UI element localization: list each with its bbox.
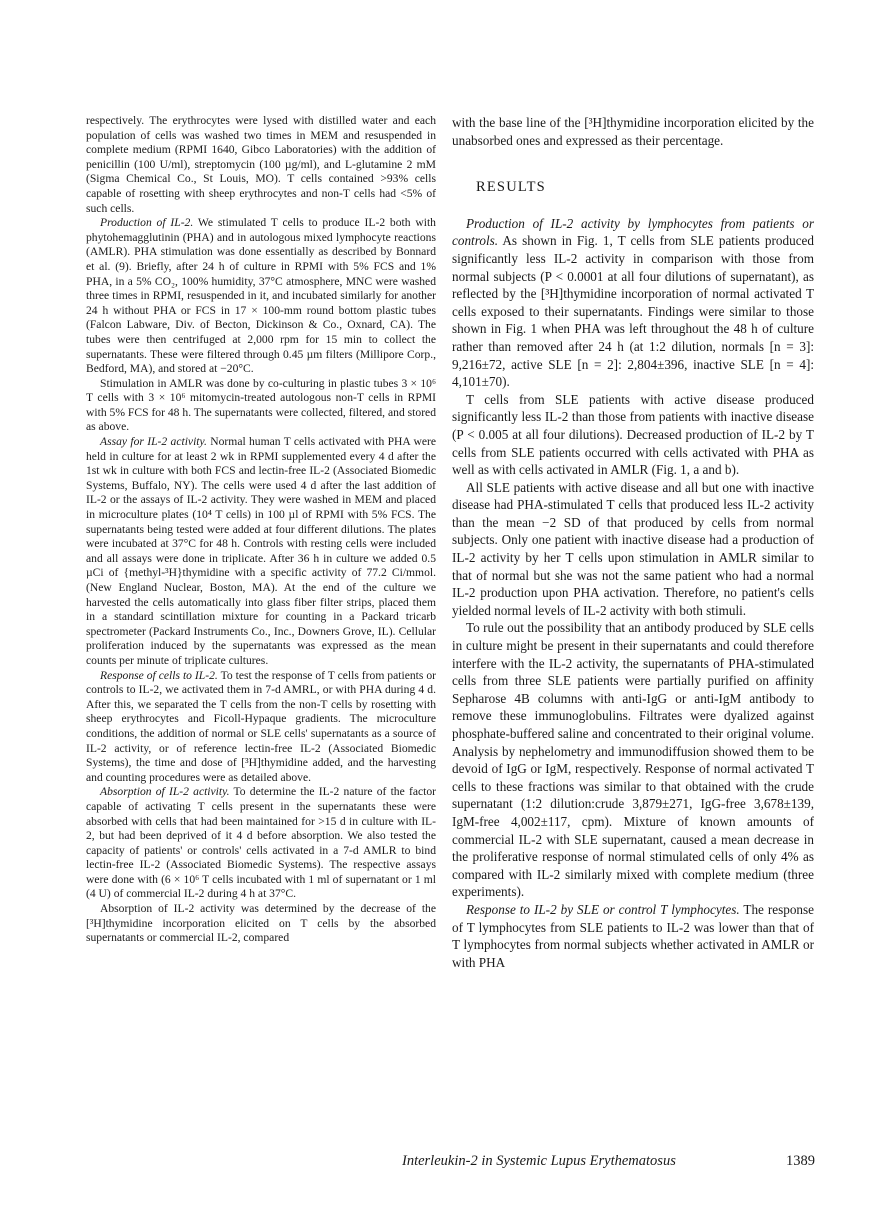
paragraph-heading: Absorption of IL-2 activity. [100, 785, 230, 799]
section-title: RESULTS [476, 179, 546, 196]
paragraph: Absorption of IL-2 activity was determined by the decrease of the [³H]thymidine incorporation elicited on T cells by the absorbed supernatants or commercial IL-2, compared [86, 902, 436, 945]
paragraph: T cells from SLE patients with active disease produced significantly less IL-2 than those from patients with inactive disease (P < 0.005 at all four dilutions). Decreased production of IL-2 by T cells from SLE patients occurred with cells activated with PHA as well as with cells activated in AMLR (Fig. 1, a and b). [452, 391, 814, 478]
paragraph: Assay for IL-2 activity. Normal human T cells activated with PHA were held in culture for at least 2 wk in RPMI supplemented every 4 d after the 1st wk in culture with both FCS and lectin-free IL-2 (Associated Biomedic Systems, Buffalo, NY). The cells were used 4 d after the last addition of IL-2 or the assays of IL-2 activity. They were washed in MEM and placed in microculture plates (10⁴ T cells) in 100 µl of RPMI with 5% FCS. The supernatants being tested were added at four different dilutions. The plates were incubated at 37°C for 48 h. Controls with resting cells were included and all assays were done in triplicate. After 36 h in culture we added 0.5 µCi of {methyl-³H}thymidine with a specific activity of 77.2 Ci/mmol. (New England Nuclear, Boston, MA). At the end of the culture we harvested the cells automatically into glass fiber filter strips, placed them in a standard scintillation mixture for counting in a Packard tricarb spectrometer (Packard Instruments Co., Inc., Downers Grove, IL). Cellular proliferation induced by the supernatants was expressed as the mean counts per minute of triplicate cultures. [86, 435, 436, 667]
paragraph: Response to IL-2 by SLE or control T lymphocytes. The response of T lymphocytes from SLE patients to IL-2 was lower than that of T lymphocytes from normal subjects whether activated in AMLR or with PHA [452, 901, 814, 970]
paragraph-heading: Response of cells to IL-2. [100, 668, 218, 682]
paragraph: Stimulation in AMLR was done by co-culturing in plastic tubes 3 × 10⁶ T cells with 3 × 10⁶ mitomycin-treated autologous non-T cells in RPMI with 5% FCS for 48 h. The supernatants were collected, filtered, and stored as above. [86, 376, 436, 434]
left-column [86, 114, 436, 946]
paragraph-heading: Assay for IL-2 activity. [100, 435, 207, 449]
paragraph: Response of cells to IL-2. To test the response of T cells from patients or controls to IL-2, we activated them in 7-d AMRL, or with PHA during 4 d. After this, we separated the T cells from the non-T cells by rosetting with sheep erythrocytes and Ficoll-Hypaque gradients. The microculture conditions, the addition of normal or SLE cells' supernatants as a source of IL-2 activity, or of reference lectin-free IL-2 (Associated Biomedic Systems), the time and dose of [³H]thymidine added, and the harvesting and counting procedures were as detailed above. [86, 668, 436, 784]
paragraph: respectively. The erythrocytes were lysed with distilled water and each population of cells was washed two times in MEM and resuspended in complete medium (RPMI 1640, Gibco Laboratories) with the addition of penicillin (100 U/ml), streptomycin (100 µg/ml), and L-glutamine 2 mM (Sigma Chemical Co., St Louis, MO). T cells contained >93% cells capable of rosetting with sheep erythrocytes and non-T cells had <5% of such cells. [86, 114, 436, 215]
paragraph: Absorption of IL-2 activity. To determine the IL-2 nature of the factor capable of activating T cells present in the supernatants these were absorbed with cells that had been maintained for >15 d in culture with IL-2, but had been deprived of it 4 d before absorption. We also tested the capacity of patients' or controls' cells activated in a 7-d AMLR to bind lectin-free IL-2 (Associated Biomedic Systems). The respective assays were done with (6 × 10⁶ T cells incubated with 1 ml of supernatant or 1 ml (4 U) of commercial IL-2 during 4 h at 37°C. [86, 785, 436, 901]
paragraph-heading: Response to IL-2 by SLE or control T lymphocytes. [466, 901, 740, 917]
paragraph-heading: Production of IL-2 activity by lymphocytes from patients or controls. [452, 215, 814, 249]
paragraph-heading: Production of IL-2. [100, 216, 194, 230]
paragraph: To rule out the possibility that an antibody produced by SLE cells in culture might be present in their supernatants and could therefore interfere with the IL-2 activity, the supernatants of PHA-stimulated cells from three SLE patients were partially purified on affinity Sepharose 4B columns with anti-IgG or anti-IgM antibody to remove these immunoglobulins. Filtrates were dyalized against phosphate-buffered saline and concentrated to their original volume. Analysis by nephelometry and immunodiffusion showed them to be devoid of IgG or IgM, respectively. Response of normal activated T cells to these fractions was similar to that obtained with the crude supernatant (1:2 dilution:crude 3,879±271, IgG-free 3,678±139, IgM-free 4,002±117, cpm). Mixture of known amounts of commercial IL-2 with SLE supernatant, caused a mean decrease in the proliferative response of normal stimulated cells of only 4% as compared with IL-2 similarly mixed with complete medium (three experiments). [452, 620, 814, 900]
paragraph: with the base line of the [³H]thymidine incorporation elicited by the unabsorbed ones and expressed as their percentage. [452, 115, 814, 148]
running-title: Interleukin-2 in Systemic Lupus Erythematosus [402, 1153, 676, 1169]
paragraph: Production of IL-2. We stimulated T cells to produce IL-2 both with phytohemagglutinin (PHA) and in autologous mixed lymphocyte reactions (AMLR). PHA stimulation was done essentially as described by Bonnard et al. (9). Briefly, after 24 h of culture in RPMI with 5% FCS and 1% PHA, in a 5% CO₂, 100% humidity, 37°C atmosphere, MNC were washed three times in RPMI, resuspended in it, and incubated similarly for another 24 h without PHA or FCS in 17 × 100-mm round bottom plastic tubes (Falcon Labware, Div. of Becton, Dickinson & Co., Oxnard, CA). The tubes were then centrifuged at 2,000 rpm for 15 min to collect the supernatants. These were filtered through 0.45 µm filters (Millipore Corp., Bedford, MA), and stored at −20°C. [86, 216, 436, 376]
right-column [452, 114, 814, 971]
paragraph: All SLE patients with active disease and all but one with inactive disease had PHA-stimulated T cells that produced less IL-2 activity than the mean −2 SD of that produced by cells from normal subjects. Only one patient with inactive disease had a production of IL-2 activity by her T cells upon stimulation in AMLR similar to that of normal but she was not the same patient who had a normal IL-2 production upon PHA activation. Therefore, no patient's cells yielded normal levels of IL-2 activity with both stimuli. [452, 479, 814, 618]
page-number: 1389 [786, 1153, 815, 1169]
paragraph: Production of IL-2 activity by lymphocytes from patients or controls. As shown in Fig. 1, T cells from SLE patients produced significantly less IL-2 activity in comparison with those from normal subjects (P < 0.0001 at all four dilutions of supernatant), as reflected by the [³H]thymidine incorporation of normal activated T cells exposed to their supernatants. Findings were similar to those shown in Fig. 1 when PHA was left throughout the 48 h of culture rather than removed after 24 h (at 1:2 dilution, normals [n = 3]: 9,216±72, active SLE [n = 2]: 2,804±396, inactive SLE [n = 4]: 4,101±70). [452, 215, 814, 390]
